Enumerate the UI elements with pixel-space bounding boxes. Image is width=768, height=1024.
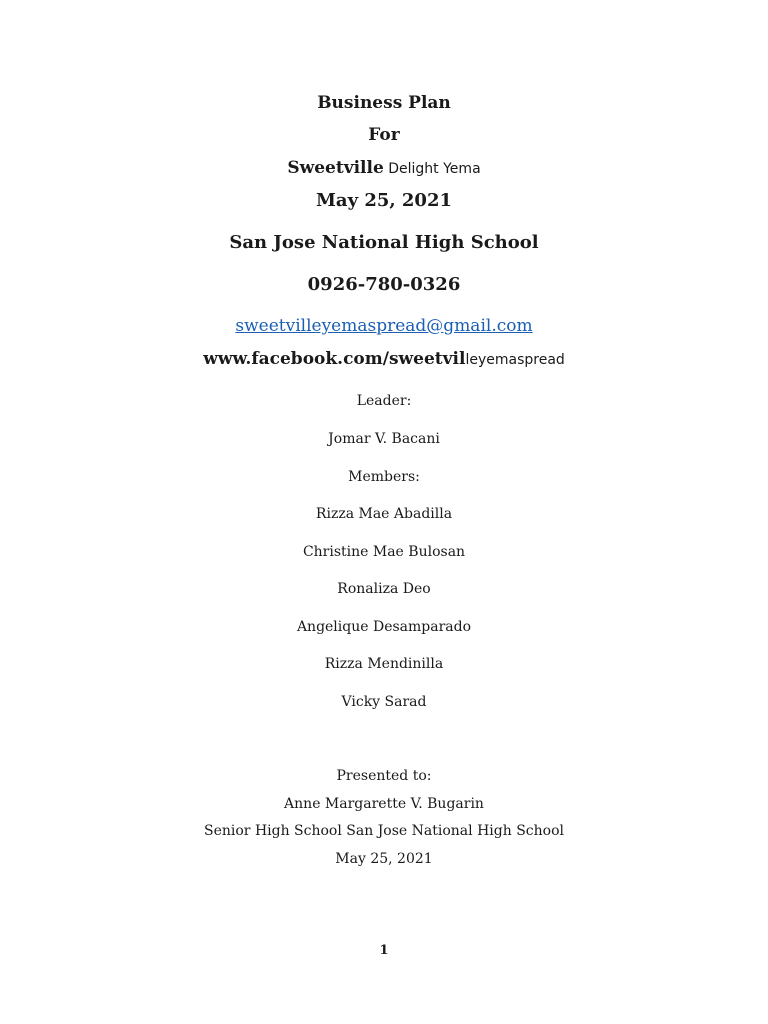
email-line: [0, 316, 768, 336]
presented-name: Anne Margarette V. Bugarin: [284, 796, 484, 812]
member-name: Vicky Sarad: [341, 694, 427, 710]
members-label: Members:: [348, 469, 420, 485]
doc-title-for: For: [368, 125, 400, 145]
business-name: [0, 158, 768, 178]
member-name: Ronaliza Deo: [337, 581, 431, 597]
member-name: Christine Mae Bulosan: [302, 544, 466, 560]
page-number: 1: [379, 943, 389, 958]
member-name: Angelique Desamparado: [296, 619, 472, 635]
facebook-url-bold: www.facebook.com/: [203, 349, 389, 369]
member-name: Rizza Mae Abadilla: [315, 506, 453, 522]
doc-date: May 25, 2021: [316, 190, 452, 211]
doc-title: Business Plan: [317, 93, 451, 113]
facebook-url-rest: leyemaspread: [465, 352, 565, 368]
email-link[interactable]: sweetvilleyemaspread@gmail.com: [235, 316, 533, 336]
leader-name: Jomar V. Bacani: [328, 431, 440, 447]
presented-label: Presented to:: [336, 768, 432, 784]
business-name-bold: Sweetville: [287, 158, 384, 178]
school-name: San Jose National High School: [229, 232, 539, 253]
phone-number: 0926-780-0326: [307, 274, 461, 295]
business-name-rest: Delight Yema: [383, 161, 481, 177]
presented-institution: Senior High School San Jose National High School: [204, 823, 564, 839]
facebook-line: [0, 349, 768, 369]
facebook-url-bold2: sweetvil: [388, 349, 466, 369]
presented-date: May 25, 2021: [335, 851, 433, 867]
leader-label: Leader:: [356, 393, 412, 409]
member-name: Rizza Mendinilla: [324, 656, 444, 672]
